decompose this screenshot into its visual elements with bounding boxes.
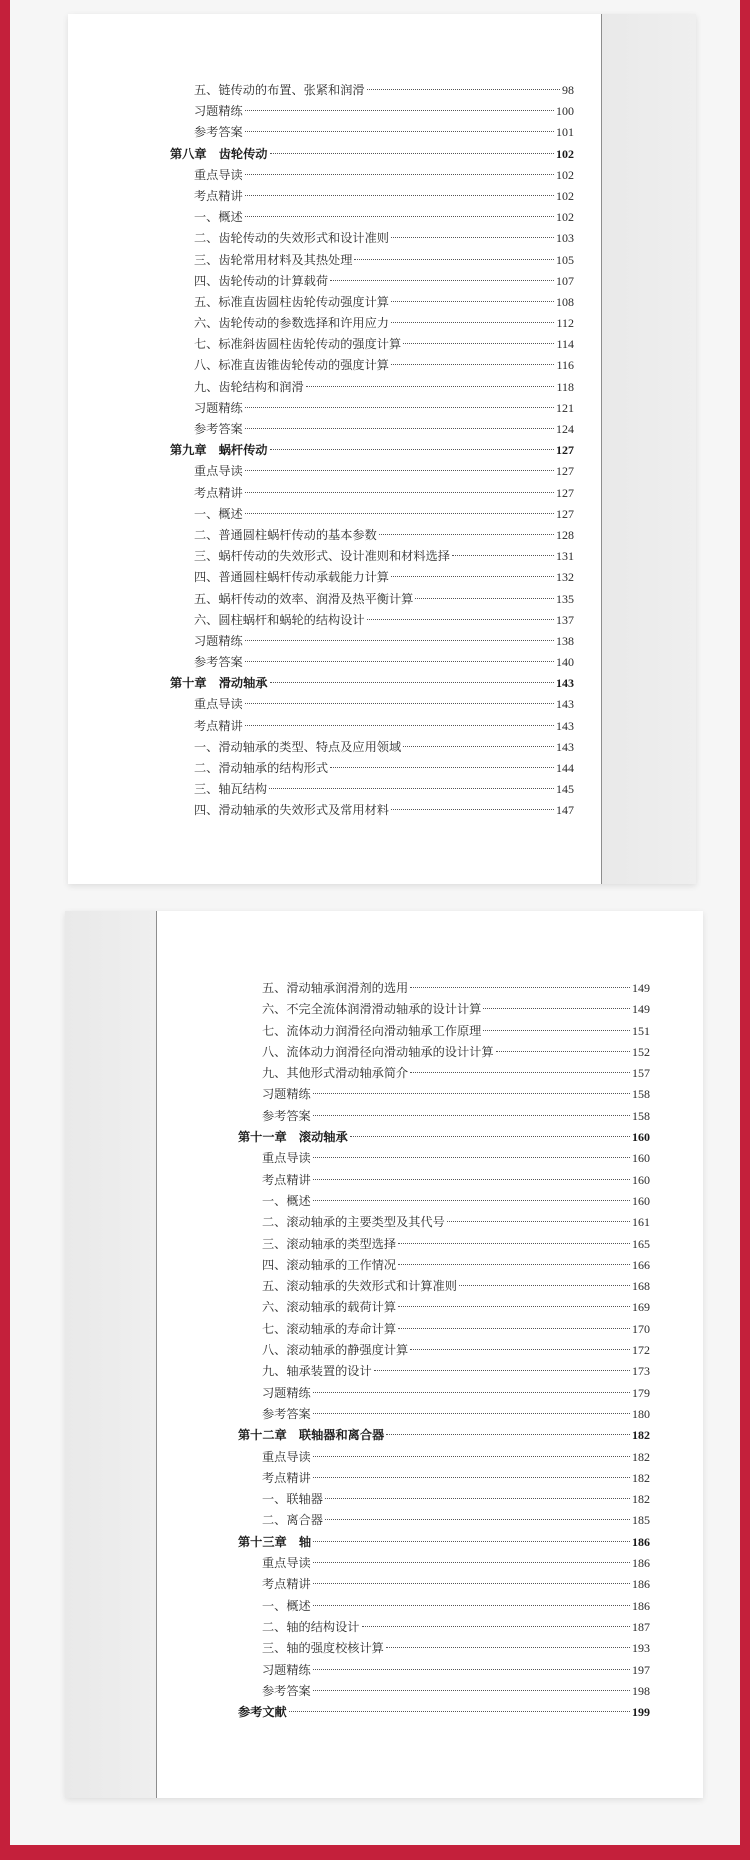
toc-page-number: 140 (556, 655, 574, 670)
dot-leader (313, 1605, 630, 1606)
toc-entry-title: 参考答案 (262, 1683, 311, 1698)
toc-page-number: 127 (556, 485, 574, 500)
toc-page-number: 102 (556, 188, 574, 203)
toc-chapter-row[interactable] (238, 1532, 650, 1553)
toc-entry-title: 三、滚动轴承的类型选择 (262, 1236, 397, 1251)
toc-entry-title: 考点精讲 (194, 188, 243, 203)
toc-page-number: 158 (632, 1108, 650, 1123)
toc-entry-title: 九、轴承装置的设计 (262, 1364, 372, 1379)
toc-entry-row[interactable] (170, 694, 574, 715)
toc-entry-row[interactable] (170, 271, 574, 292)
toc-entry-title: 八、标准直齿锥齿轮传动的强度计算 (194, 358, 389, 373)
toc-page-number: 128 (556, 527, 574, 542)
dot-leader (391, 322, 554, 323)
dot-leader (245, 513, 554, 514)
toc-entry-title: 考点精讲 (262, 1172, 311, 1187)
toc-entry-title: 习题精练 (262, 1087, 311, 1102)
toc-entry-title: 习题精练 (194, 104, 243, 119)
toc-entry-title: 重点导读 (194, 167, 243, 182)
background-canvas (10, 0, 740, 1845)
toc-entry-row[interactable] (170, 186, 574, 207)
toc-page-number: 145 (556, 782, 574, 797)
toc-entry-row[interactable] (238, 1617, 650, 1638)
toc-entry-row[interactable] (170, 631, 574, 652)
dot-leader (447, 1221, 630, 1222)
toc-chapter-row[interactable] (170, 440, 574, 461)
toc-entry-title: 五、蜗杆传动的效率、润滑及热平衡计算 (194, 591, 414, 606)
dot-leader (367, 89, 560, 90)
toc-page-number: 186 (632, 1534, 650, 1549)
dot-leader (362, 1626, 631, 1627)
toc-entry-row[interactable] (170, 610, 574, 631)
toc-page-number: 102 (556, 167, 574, 182)
toc-page-number: 144 (556, 761, 574, 775)
toc-entry-row[interactable] (170, 377, 574, 398)
toc-page-number: 173 (632, 1364, 650, 1379)
toc-page-number: 160 (632, 1151, 650, 1166)
dot-leader (245, 428, 554, 429)
toc-entry-row[interactable] (170, 652, 574, 673)
toc-page-number: 160 (632, 1172, 650, 1187)
toc-entry-row[interactable] (170, 737, 574, 758)
toc-entry-title: 七、滚动轴承的寿命计算 (262, 1321, 397, 1336)
toc-entry-row[interactable] (238, 1489, 650, 1510)
toc-entry-title: 第十一章 滚动轴承 (238, 1130, 348, 1145)
toc-entry-title: 八、滚动轴承的静强度计算 (262, 1343, 409, 1358)
toc-entry-title: 三、轴的强度校核计算 (262, 1641, 384, 1656)
toc-page-number: 98 (562, 83, 574, 97)
dot-leader (452, 555, 554, 556)
toc-entry-title: 九、其他形式滑动轴承简介 (262, 1066, 409, 1081)
toc-entry-row[interactable] (170, 334, 574, 355)
toc-page-number: 151 (632, 1023, 650, 1038)
dot-leader (270, 682, 555, 683)
toc-page-number: 193 (632, 1641, 650, 1656)
toc-entry-row[interactable] (170, 525, 574, 546)
toc-entry-row[interactable] (238, 1084, 650, 1105)
toc-page-number: 118 (556, 379, 574, 394)
toc-page-number: 161 (632, 1215, 650, 1230)
dot-leader (245, 703, 554, 704)
toc-entry-row[interactable] (170, 398, 574, 419)
toc-page-number: 152 (632, 1044, 650, 1059)
toc-entry-title: 参考答案 (262, 1108, 311, 1123)
toc-entry-row[interactable] (238, 1638, 650, 1659)
toc-entry-title: 参考答案 (262, 1406, 311, 1421)
toc-entry-title: 参考答案 (194, 655, 243, 670)
toc-entry-title: 六、不完全流体润滑滑动轴承的设计计算 (262, 1002, 482, 1017)
dot-leader (391, 809, 554, 810)
toc-entry-title: 一、概述 (194, 506, 243, 521)
dot-leader (289, 1711, 630, 1712)
dot-leader (245, 407, 554, 408)
toc-entry-title: 二、滑动轴承的结构形式 (194, 761, 329, 775)
dot-leader (245, 110, 554, 111)
toc-page-number: 197 (632, 1662, 650, 1677)
toc-page-number: 143 (556, 697, 574, 712)
toc-entry-row[interactable] (238, 1574, 650, 1595)
toc-page-number: 102 (556, 146, 574, 161)
toc-entry-title: 第十三章 轴 (238, 1534, 312, 1549)
toc-entry-title: 三、齿轮常用材料及其热处理 (194, 252, 353, 267)
toc-page-number: 105 (556, 252, 574, 267)
dot-leader (245, 216, 554, 217)
toc-entry-title: 习题精练 (194, 633, 243, 648)
toc-entry-row[interactable] (238, 1276, 650, 1297)
toc-entry-row[interactable] (238, 1383, 650, 1404)
toc-entry-row[interactable] (238, 1447, 650, 1468)
toc-entry-row[interactable] (238, 1106, 650, 1127)
dot-leader (313, 1562, 630, 1563)
toc-chapter-row[interactable] (170, 673, 574, 694)
dot-leader (270, 153, 555, 154)
toc-page-number: 112 (556, 316, 574, 331)
dot-leader (367, 619, 554, 620)
toc-entry-row[interactable] (238, 1021, 650, 1042)
toc-entry-title: 重点导读 (194, 464, 243, 479)
dot-leader (313, 1157, 630, 1158)
toc-entry-title: 四、普通圆柱蜗杆传动承载能力计算 (194, 570, 389, 585)
toc-page-number: 135 (556, 591, 574, 606)
toc-page-number: 157 (632, 1066, 650, 1081)
toc-entry-title: 参考答案 (194, 125, 243, 140)
toc-entry-title: 三、轴瓦结构 (194, 782, 268, 797)
toc-entry-title: 四、滚动轴承的工作情况 (262, 1257, 397, 1272)
toc-entry-title: 二、普通圆柱蜗杆传动的基本参数 (194, 527, 377, 542)
toc-entry-title: 一、概述 (262, 1598, 311, 1613)
toc-entry-title: 参考答案 (194, 422, 243, 436)
dot-leader (410, 987, 630, 988)
dot-leader (313, 1690, 630, 1691)
toc-entry-row[interactable] (238, 1297, 650, 1318)
dot-leader (245, 174, 554, 175)
toc-entry-title: 五、滑动轴承润滑剂的选用 (262, 981, 409, 995)
toc-entry-row[interactable] (170, 122, 574, 143)
toc-entry-row[interactable] (170, 228, 574, 249)
toc-page-number: 127 (556, 506, 574, 521)
dot-leader (245, 131, 554, 132)
toc-page-number: 107 (556, 273, 574, 288)
toc-entry-row[interactable] (170, 419, 574, 440)
toc-entry-row[interactable] (170, 800, 574, 821)
toc-entry-title: 习题精练 (194, 400, 243, 415)
toc-entry-title: 七、标准斜齿圆柱齿轮传动的强度计算 (194, 337, 402, 352)
toc-page-number: 185 (632, 1513, 650, 1528)
toc-entry-row[interactable] (170, 716, 574, 737)
toc-entry-row[interactable] (170, 313, 574, 334)
toc-entry-row[interactable] (238, 1255, 650, 1276)
dot-leader (391, 237, 554, 238)
toc-page-number: 143 (556, 739, 574, 754)
toc-list (170, 80, 574, 822)
toc-entry-row[interactable] (170, 355, 574, 376)
toc-page-number: 179 (632, 1385, 650, 1400)
dot-leader (410, 1072, 630, 1073)
dot-leader (325, 1498, 630, 1499)
toc-entry-title: 三、蜗杆传动的失效形式、设计准则和材料选择 (194, 549, 450, 564)
toc-page-number: 143 (556, 718, 574, 733)
toc-entry-row[interactable] (170, 461, 574, 482)
toc-entry-title: 七、流体动力润滑径向滑动轴承工作原理 (262, 1023, 482, 1038)
toc-entry-row[interactable] (238, 1660, 650, 1681)
toc-page-number: 166 (632, 1257, 650, 1272)
toc-entry-title: 习题精练 (262, 1662, 311, 1677)
dot-leader (313, 1456, 630, 1457)
toc-entry-title: 五、标准直齿圆柱齿轮传动强度计算 (194, 294, 389, 309)
dot-leader (398, 1328, 630, 1329)
dot-leader (245, 492, 554, 493)
toc-entry-row[interactable] (238, 1681, 650, 1702)
dot-leader (398, 1306, 630, 1307)
dot-leader (403, 343, 554, 344)
toc-page-number: 172 (632, 1343, 650, 1358)
dot-leader (313, 1583, 630, 1584)
toc-page-number: 198 (632, 1683, 650, 1698)
toc-entry-title: 一、概述 (262, 1193, 311, 1208)
dot-leader (391, 576, 554, 577)
toc-page-number: 182 (632, 1492, 650, 1507)
toc-page-1 (68, 14, 696, 884)
toc-entry-title: 第八章 齿轮传动 (170, 146, 268, 161)
toc-page-number: 102 (556, 210, 574, 225)
toc-chapter-row[interactable] (170, 144, 574, 165)
toc-entry-title: 考点精讲 (194, 485, 243, 500)
toc-page-number: 143 (556, 676, 574, 691)
toc-chapter-row[interactable] (238, 1127, 650, 1148)
toc-entry-title: 二、轴的结构设计 (262, 1619, 360, 1634)
toc-page-number: 114 (556, 337, 574, 352)
toc-page-number: 182 (632, 1428, 650, 1443)
toc-entry-title: 六、圆柱蜗杆和蜗轮的结构设计 (194, 612, 365, 627)
toc-entry-title: 四、齿轮传动的计算载荷 (194, 273, 329, 288)
toc-entry-title: 六、滚动轴承的载荷计算 (262, 1300, 397, 1315)
toc-entry-title: 五、滚动轴承的失效形式和计算准则 (262, 1279, 457, 1294)
dot-leader (483, 1030, 630, 1031)
toc-entry-title: 五、链传动的布置、张紧和润滑 (194, 83, 365, 97)
toc-entry-row[interactable] (238, 1042, 650, 1063)
toc-page-number: 101 (556, 125, 574, 140)
toc-entry-title: 考点精讲 (262, 1470, 311, 1485)
toc-page-number: 180 (632, 1406, 650, 1421)
toc-entry-row[interactable] (238, 1063, 650, 1084)
toc-entry-title: 四、滑动轴承的失效形式及常用材料 (194, 803, 389, 818)
toc-page-number: 170 (632, 1321, 650, 1336)
toc-entry-title: 习题精练 (262, 1385, 311, 1400)
toc-entry-row[interactable] (238, 1319, 650, 1340)
toc-entry-row[interactable] (170, 101, 574, 122)
toc-entry-title: 重点导读 (262, 1556, 311, 1571)
toc-entry-row[interactable] (238, 1553, 650, 1574)
dot-leader (354, 259, 554, 260)
toc-entry-title: 一、滑动轴承的类型、特点及应用领域 (194, 739, 402, 754)
toc-chapter-row[interactable] (238, 1425, 650, 1446)
dot-leader (313, 1115, 630, 1116)
dot-leader (325, 1519, 630, 1520)
toc-page-number: 160 (632, 1130, 650, 1145)
toc-page-number: 165 (632, 1236, 650, 1251)
toc-entry-row[interactable] (238, 1212, 650, 1233)
toc-entry-title: 一、概述 (194, 210, 243, 225)
toc-entry-title: 九、齿轮结构和润滑 (194, 379, 304, 394)
toc-page-number: 149 (632, 1002, 650, 1017)
toc-page-number: 100 (556, 104, 574, 119)
toc-page-number: 186 (632, 1556, 650, 1571)
toc-entry-title: 八、流体动力润滑径向滑动轴承的设计计算 (262, 1044, 494, 1059)
toc-page-number: 182 (632, 1449, 650, 1464)
toc-entry-title: 二、滚动轴承的主要类型及其代号 (262, 1215, 445, 1230)
toc-entry-title: 参考文献 (238, 1705, 287, 1720)
dot-leader (313, 1669, 630, 1670)
toc-entry-title: 重点导读 (194, 697, 243, 712)
toc-entry-row[interactable] (238, 1170, 650, 1191)
toc-entry-row[interactable] (170, 483, 574, 504)
page-gutter (65, 911, 157, 1798)
dot-leader (313, 1200, 630, 1201)
toc-page-number: 147 (556, 803, 574, 818)
dot-leader (313, 1179, 630, 1180)
toc-entry-title: 考点精讲 (194, 718, 243, 733)
dot-leader (391, 301, 554, 302)
toc-entry-title: 第十章 滑动轴承 (170, 676, 268, 691)
toc-page-number: 124 (556, 422, 574, 436)
toc-page-2 (65, 911, 703, 1798)
toc-page-number: 138 (556, 633, 574, 648)
toc-entry-row[interactable] (170, 292, 574, 313)
toc-entry-title: 重点导读 (262, 1151, 311, 1166)
toc-entry-row[interactable] (238, 1596, 650, 1617)
toc-entry-row[interactable] (238, 1468, 650, 1489)
toc-list (238, 978, 650, 1723)
toc-page-number: 149 (632, 981, 650, 995)
toc-entry-row[interactable] (238, 1404, 650, 1425)
toc-entry-row[interactable] (170, 165, 574, 186)
dot-leader (459, 1285, 630, 1286)
toc-page-number: 127 (556, 464, 574, 479)
toc-entry-row[interactable] (170, 207, 574, 228)
dot-leader (496, 1051, 630, 1052)
toc-entry-title: 考点精讲 (262, 1577, 311, 1592)
toc-entry-row[interactable] (170, 567, 574, 588)
toc-entry-title: 一、联轴器 (262, 1492, 323, 1507)
toc-entry-row[interactable] (238, 999, 650, 1020)
dot-leader (403, 746, 554, 747)
toc-entry-title: 二、离合器 (262, 1513, 323, 1528)
toc-page-number: 108 (556, 294, 574, 309)
toc-entry-row[interactable] (170, 779, 574, 800)
dot-leader (398, 1264, 630, 1265)
dot-leader (386, 1647, 630, 1648)
toc-page-number: 127 (556, 443, 574, 458)
dot-leader (398, 1243, 630, 1244)
dot-leader (269, 788, 554, 789)
dot-leader (313, 1413, 630, 1414)
toc-entry-row[interactable] (238, 1148, 650, 1169)
toc-page-number: 132 (556, 570, 574, 585)
dot-leader (313, 1477, 630, 1478)
dot-leader (306, 386, 555, 387)
toc-page-number: 121 (556, 400, 574, 415)
toc-page-number: 199 (632, 1705, 650, 1720)
dot-leader (245, 640, 554, 641)
dot-leader (313, 1541, 630, 1542)
dot-leader (330, 767, 554, 768)
page-gutter (601, 14, 696, 884)
dot-leader (410, 1349, 630, 1350)
toc-entry-title: 第九章 蜗杆传动 (170, 443, 268, 458)
dot-leader (483, 1008, 630, 1009)
toc-entry-row[interactable] (170, 80, 574, 101)
toc-entry-title: 二、齿轮传动的失效形式和设计准则 (194, 231, 389, 246)
toc-page-number: 160 (632, 1193, 650, 1208)
dot-leader (245, 470, 554, 471)
toc-entry-row[interactable] (238, 978, 650, 999)
toc-page-number: 137 (556, 612, 574, 627)
toc-entry-row[interactable] (238, 1510, 650, 1531)
toc-entry-title: 重点导读 (262, 1449, 311, 1464)
dot-leader (245, 661, 554, 662)
dot-leader (386, 1434, 630, 1435)
toc-chapter-row[interactable] (238, 1702, 650, 1723)
toc-page-number: 158 (632, 1087, 650, 1102)
toc-page-number: 186 (632, 1598, 650, 1613)
toc-entry-row[interactable] (170, 546, 574, 567)
dot-leader (379, 534, 554, 535)
dot-leader (330, 280, 554, 281)
dot-leader (374, 1370, 630, 1371)
toc-entry-row[interactable] (170, 250, 574, 271)
toc-page-number: 116 (556, 358, 574, 373)
toc-entry-row[interactable] (238, 1340, 650, 1361)
toc-page-number: 187 (632, 1619, 650, 1634)
dot-leader (245, 195, 554, 196)
dot-leader (350, 1136, 630, 1137)
toc-entry-title: 六、齿轮传动的参数选择和许用应力 (194, 316, 389, 331)
toc-entry-row[interactable] (170, 758, 574, 779)
toc-entry-row[interactable] (170, 589, 574, 610)
dot-leader (270, 449, 555, 450)
dot-leader (391, 364, 554, 365)
dot-leader (313, 1093, 630, 1094)
toc-page-number: 182 (632, 1470, 650, 1485)
dot-leader (313, 1392, 630, 1393)
toc-entry-row[interactable] (238, 1234, 650, 1255)
toc-page-number: 131 (556, 549, 574, 564)
toc-page-number: 103 (556, 231, 574, 246)
toc-page-number: 186 (632, 1577, 650, 1592)
dot-leader (245, 725, 554, 726)
toc-entry-title: 第十二章 联轴器和离合器 (238, 1428, 385, 1443)
toc-page-number: 169 (632, 1300, 650, 1315)
toc-page-number: 168 (632, 1279, 650, 1294)
toc-entry-row[interactable] (238, 1191, 650, 1212)
toc-entry-row[interactable] (170, 504, 574, 525)
toc-entry-row[interactable] (238, 1361, 650, 1382)
dot-leader (415, 598, 554, 599)
